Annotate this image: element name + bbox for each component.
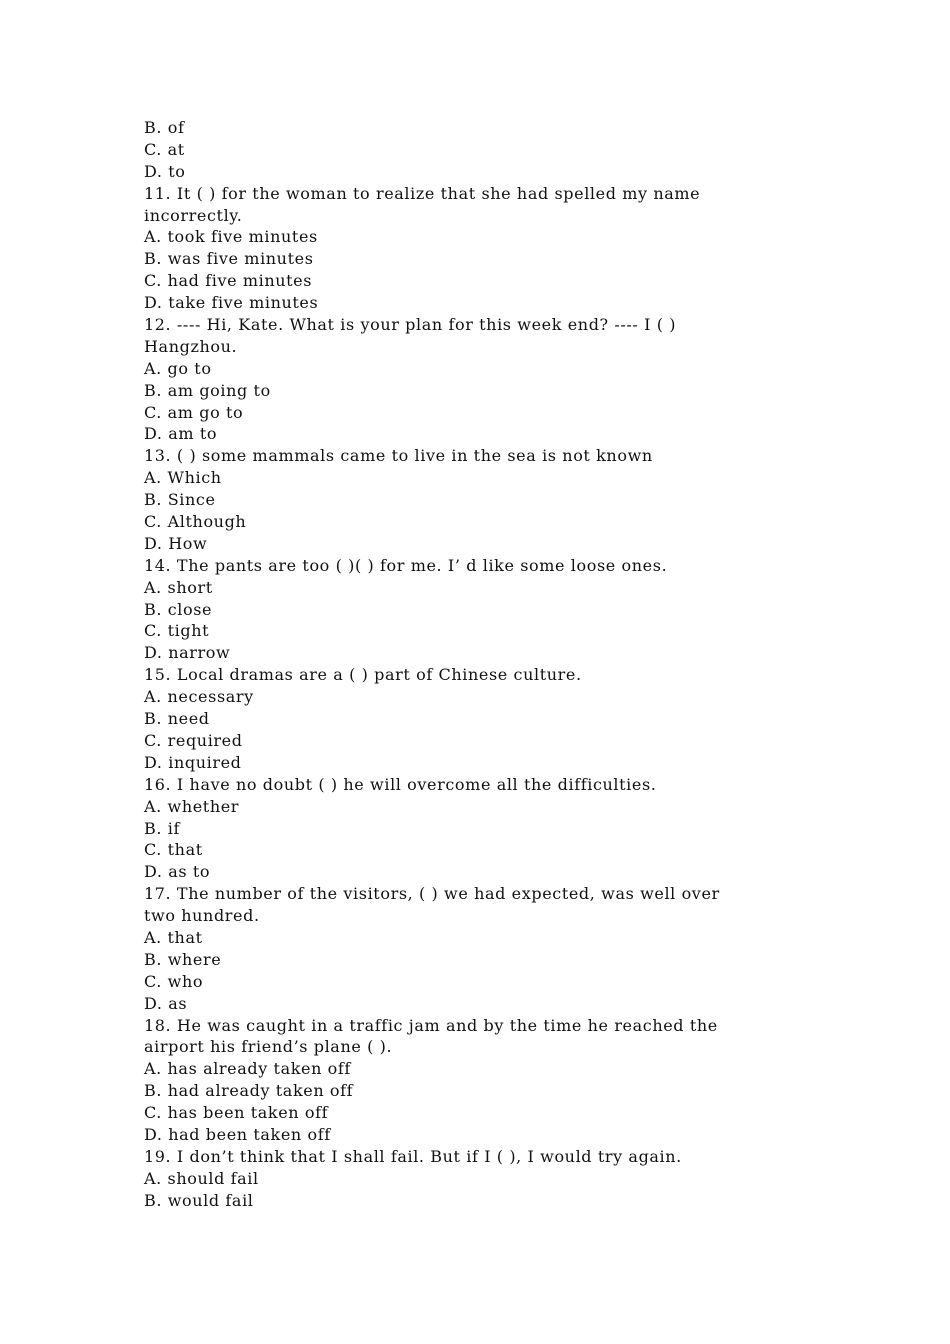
question-12-line-2: Hangzhou. bbox=[144, 336, 238, 356]
option-a-q19: A. should fail bbox=[144, 1168, 259, 1188]
option-c-q13: C. Although bbox=[144, 512, 247, 532]
question-16: 16. I have no doubt ( ) he will overcome all the difficulties. bbox=[144, 774, 657, 794]
option-d-q13: D. How bbox=[144, 533, 208, 553]
option-d-q11: D. take five minutes bbox=[144, 293, 319, 313]
question-18-line-2: airport his friend’s plane ( ). bbox=[144, 1037, 393, 1057]
option-c-q15: C. required bbox=[144, 730, 243, 750]
question-19: 19. I don’t think that I shall fail. But if I ( ), I would try again. bbox=[144, 1146, 682, 1166]
option-b-q10: B. of bbox=[144, 118, 185, 137]
question-18-line-1: 18. He was caught in a traffic jam and by the time he reached the bbox=[144, 1015, 718, 1035]
option-b-q14: B. close bbox=[144, 599, 213, 619]
option-b-q15: B. need bbox=[144, 709, 210, 729]
option-b-q12: B. am going to bbox=[144, 380, 271, 400]
option-c-q17: C. who bbox=[144, 971, 204, 991]
option-b-q13: B. Since bbox=[144, 490, 216, 510]
question-12-line-1: 12. ---- Hi, Kate. What is your plan for this week end? ---- I ( ) bbox=[144, 315, 677, 335]
option-d-q15: D. inquired bbox=[144, 752, 242, 772]
option-a-q16: A. whether bbox=[144, 796, 240, 816]
option-a-q18: A. has already taken off bbox=[144, 1059, 351, 1079]
option-b-q19: B. would fail bbox=[144, 1190, 254, 1210]
option-b-q17: B. where bbox=[144, 949, 222, 969]
question-13: 13. ( ) some mammals came to live in the sea is not known bbox=[144, 446, 653, 466]
question-11-line-1: 11. It ( ) for the woman to realize that she had spelled my name bbox=[144, 183, 701, 203]
option-a-q14: A. short bbox=[144, 577, 213, 597]
option-d-q18: D. had been taken off bbox=[144, 1124, 331, 1144]
question-text-block bbox=[144, 117, 824, 1212]
option-d-q16: D. as to bbox=[144, 862, 211, 882]
option-c-q14: C. tight bbox=[144, 621, 210, 641]
option-a-q13: A. Which bbox=[144, 468, 222, 488]
question-14: 14. The pants are too ( )( ) for me. I’ d like some loose ones. bbox=[144, 555, 668, 575]
option-c-q11: C. had five minutes bbox=[144, 271, 313, 291]
question-17-line-1: 17. The number of the visitors, ( ) we had expected, was well over bbox=[144, 884, 720, 904]
option-b-q18: B. had already taken off bbox=[144, 1081, 354, 1101]
option-d-q17: D. as bbox=[144, 993, 188, 1013]
option-d-q10: D. to bbox=[144, 161, 186, 181]
option-c-q16: C. that bbox=[144, 840, 203, 860]
question-11-line-2: incorrectly. bbox=[144, 205, 243, 225]
question-17-line-2: two hundred. bbox=[144, 906, 260, 926]
option-a-q15: A. necessary bbox=[144, 687, 254, 707]
option-b-q11: B. was five minutes bbox=[144, 249, 314, 269]
option-c-q18: C. has been taken off bbox=[144, 1103, 329, 1123]
option-c-q12: C. am go to bbox=[144, 402, 244, 422]
option-c-q10: C. at bbox=[144, 139, 185, 159]
option-a-q11: A. took five minutes bbox=[144, 227, 318, 247]
option-a-q12: A. go to bbox=[144, 358, 212, 378]
option-b-q16: B. if bbox=[144, 818, 180, 838]
question-15: 15. Local dramas are a ( ) part of Chinese culture. bbox=[144, 665, 582, 685]
option-d-q12: D. am to bbox=[144, 424, 218, 444]
option-a-q17: A. that bbox=[144, 927, 203, 947]
option-d-q14: D. narrow bbox=[144, 643, 231, 663]
